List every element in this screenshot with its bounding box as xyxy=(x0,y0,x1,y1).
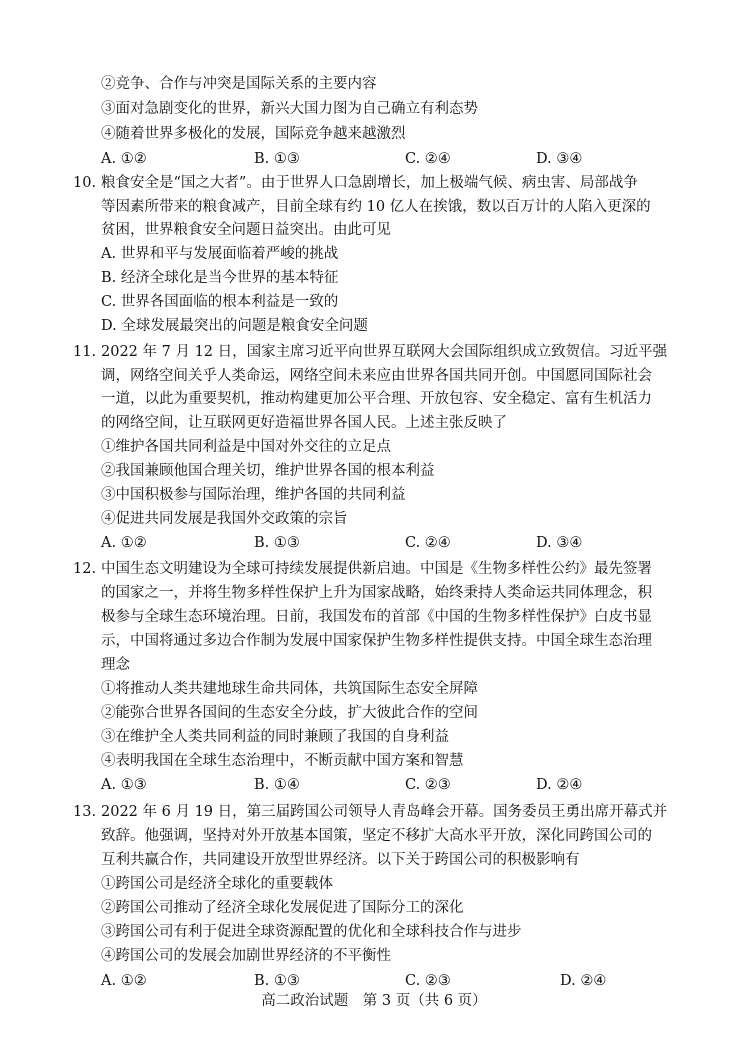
q11-item-4: ④促进共同发展是我国外交政策的宗旨 xyxy=(101,511,348,527)
q11-option-c: C. ②④ xyxy=(405,535,451,551)
q13-options xyxy=(0,971,748,991)
q11-stem-line: 的网络空间，让互联网更好造福世界各国人民。上述主张反映了 xyxy=(101,415,507,431)
q10-choice-a: A. 世界和平与发展面临着严峻的挑战 xyxy=(101,246,339,262)
q11-item-2: ②我国兼顾他国合理关切，维护世界各国的根本利益 xyxy=(101,463,435,479)
q10-stem-line: 贫困，世界粮食安全问题日益突出。由此可见 xyxy=(101,222,391,238)
q10-stem-line: 等因素所带来的粮食减产，目前全球有约 10 亿人在挨饿，数以百万计的人陷入更深的 xyxy=(101,199,651,215)
q9-option-b: B. ①③ xyxy=(254,151,300,167)
q13-item-2: ②跨国公司推动了经济全球化发展促进了国际分工的深化 xyxy=(101,900,464,916)
q12-option-b: B. ①④ xyxy=(254,777,300,793)
q13-option-a: A. ①② xyxy=(101,973,147,989)
q9-item-4: ④随着世界多极化的发展，国际竞争越来越激烈 xyxy=(101,126,406,142)
q10-choice-b: B. 经济全球化是当今世界的基本特征 xyxy=(101,270,339,286)
q11-item-3: ③中国积极参与国际治理，维护各国的共同利益 xyxy=(101,487,406,503)
q10-choice-d: D. 全球发展最突出的问题是粮食安全问题 xyxy=(101,318,368,334)
q12-stem-line: 理念 xyxy=(101,657,130,673)
q11-stem-line: 调，网络空间关乎人类命运，网络空间未来应由世界各国共同开创。中国愿同国际社会 xyxy=(101,368,652,384)
q9-option-c: C. ②④ xyxy=(405,151,451,167)
q13-item-1: ①跨国公司是经济全球化的重要载体 xyxy=(101,876,333,892)
q13-stem-line: 互利共赢合作，共同建设开放型世界经济。以下关于跨国公司的积极影响有 xyxy=(101,852,580,868)
q11-option-b: B. ①③ xyxy=(254,535,300,551)
page-footer: 高二政治试题 第 3 页（共 6 页） xyxy=(261,993,487,1009)
q12-option-a: A. ①③ xyxy=(101,777,147,793)
q12-item-4: ④表明我国在全球生态治理中，不断贡献中国方案和智慧 xyxy=(101,753,464,769)
q13-option-c: C. ②③ xyxy=(405,973,451,989)
q9-option-d: D. ③④ xyxy=(536,151,583,167)
q11-option-a: A. ①② xyxy=(101,535,147,551)
q12-stem-line: 示，中国将通过多边合作制为发展中国家保护生物多样性提供支持。中国全球生态治理 xyxy=(101,633,652,649)
q12-number: 12. xyxy=(73,561,97,577)
q12-item-3: ③在维护全人类共同利益的同时兼顾了我国的自身利益 xyxy=(101,729,449,745)
q12-stem-line: 极参与全球生态环境治理。日前，我国发布的首部《中国的生物多样性保护》白皮书显 xyxy=(101,609,652,625)
q11-stem-line: 2022 年 7 月 12 日，国家主席习近平向世界互联网大会国际组织成立致贺信。习近平强 xyxy=(101,344,668,360)
q11-number: 11. xyxy=(73,344,97,360)
q13-option-b: B. ①③ xyxy=(254,973,300,989)
q11-item-1: ①维护各国共同利益是中国对外交往的立足点 xyxy=(101,439,391,455)
q10-number: 10. xyxy=(73,175,97,191)
q9-item-2: ②竞争、合作与冲突是国际关系的主要内容 xyxy=(101,76,377,92)
q10-stem-line: 粮食安全是“国之大者”。由于世界人口急剧增长，加上极端气候、病虫害、局部战争 xyxy=(101,175,638,191)
q13-item-3: ③跨国公司有利于促进全球资源配置的优化和全球科技合作与进步 xyxy=(101,924,522,940)
q9-option-a: A. ①② xyxy=(101,151,147,167)
q12-item-1: ①将推动人类共建地球生命共同体，共筑国际生态安全屏障 xyxy=(101,681,478,697)
q12-option-c: C. ②③ xyxy=(405,777,451,793)
q11-stem-line: 一道，以此为重要契机，推动构建更加公平合理、开放包容、安全稳定、富有生机活力 xyxy=(101,391,652,407)
q13-number: 13. xyxy=(73,804,97,820)
q12-option-d: D. ②④ xyxy=(536,777,583,793)
q12-options xyxy=(0,775,748,795)
q13-stem-line: 致辞。他强调，坚持对外开放基本国策，坚定不移扩大高水平开放，深化同跨国公司的 xyxy=(101,828,652,844)
q12-stem-line: 中国生态文明建设为全球可持续发展提供新启迪。中国是《生物多样性公约》最先签署 xyxy=(101,561,652,577)
q12-stem-line: 的国家之一，并将生物多样性保护上升为国家战略，始终秉持人类命运共同体理念，积 xyxy=(101,585,652,601)
q9-item-3: ③面对急剧变化的世界，新兴大国力图为自己确立有利态势 xyxy=(101,101,478,117)
q13-item-4: ④跨国公司的发展会加剧世界经济的不平衡性 xyxy=(101,948,391,964)
q10-choice-c: C. 世界各国面临的根本利益是一致的 xyxy=(101,294,339,310)
q12-item-2: ②能弥合世界各国间的生态安全分歧，扩大彼此合作的空间 xyxy=(101,705,478,721)
q13-stem-line: 2022 年 6 月 19 日，第三届跨国公司领导人青岛峰会开幕。国务委员王勇出席开幕式并 xyxy=(101,804,668,820)
q13-option-d: D. ②④ xyxy=(560,973,607,989)
q11-options xyxy=(0,533,748,553)
q9-options xyxy=(0,149,748,169)
q11-option-d: D. ③④ xyxy=(536,535,583,551)
